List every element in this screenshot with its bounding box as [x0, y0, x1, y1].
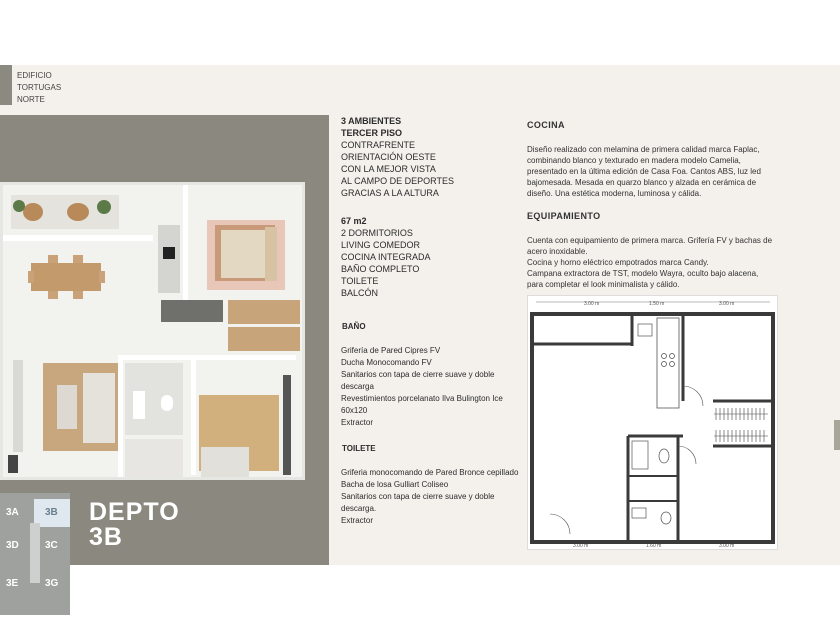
- equipamiento-title: EQUIPAMIENTO: [527, 211, 601, 221]
- summary-line: BAÑO COMPLETO: [341, 264, 420, 274]
- toilete-line: Sanitarios con tapa de cierre suave y doble: [341, 492, 495, 501]
- bano-line: Grifería de Pared Cipres FV: [341, 346, 441, 355]
- toilete-line: descarga.: [341, 504, 377, 513]
- unit-title: [89, 500, 180, 550]
- summary-line: CON LA MEJOR VISTA: [341, 164, 436, 174]
- summary-line: AL CAMPO DE DEPORTES: [341, 176, 455, 186]
- unit-key-plan: [0, 493, 70, 615]
- toilete-line: Bacha de losa Gulliart Coliseo: [341, 480, 449, 489]
- summary-line: GRACIAS A LA ALTURA: [341, 188, 439, 198]
- bano-line: 60x120: [341, 406, 368, 415]
- summary-line: COCINA INTEGRADA: [341, 252, 431, 262]
- left-panel: [0, 115, 329, 589]
- page-side-tab: [834, 420, 840, 450]
- summary-line: BALCÓN: [341, 288, 379, 298]
- summary-line: TOILETE: [341, 276, 379, 286]
- dimension-label: 3.00 m: [719, 543, 735, 549]
- unit-area: 67 m2: [341, 216, 367, 226]
- unit-key-label: 3E: [6, 578, 19, 589]
- summary-line: 3 AMBIENTES: [341, 116, 402, 126]
- summary-line: CONTRAFRENTE: [341, 140, 415, 150]
- equipamiento-line: Cocina y horno eléctrico empotrados marca Candy.: [527, 258, 709, 267]
- unit-key-label: 3G: [45, 578, 59, 589]
- unit-key-label: 3C: [45, 540, 58, 551]
- technical-floor-plan: [527, 295, 778, 550]
- floor-plan-render: [0, 182, 305, 480]
- toilete-title: TOILETE: [342, 444, 376, 453]
- unit-title-line: DEPTO: [89, 498, 180, 526]
- header-accent-bar: [0, 65, 12, 105]
- bano-line: Sanitarios con tapa de cierre suave y doble: [341, 370, 495, 379]
- dimension-label: 1.50 m: [649, 301, 665, 307]
- dimension-label: 1.60 m: [646, 543, 662, 549]
- building-line: EDIFICIO: [17, 71, 52, 80]
- toilete-line: Extractor: [341, 516, 374, 525]
- unit-key-label: 3B: [45, 507, 58, 518]
- dimension-label: 3.00 m: [573, 543, 589, 549]
- bano-line: Ducha Monocomando FV: [341, 358, 432, 367]
- cocina-title: COCINA: [527, 120, 565, 130]
- dimension-label: 3.00 m: [719, 301, 735, 307]
- unit-key-label: 3A: [6, 507, 19, 518]
- unit-summary: [341, 115, 521, 527]
- unit-key-label: 3D: [6, 540, 19, 551]
- brochure-page: [0, 65, 840, 589]
- bano-line: descarga: [341, 382, 374, 391]
- summary-line: LIVING COMEDOR: [341, 240, 421, 250]
- cocina-text: Diseño realizado con melamina de primera calidad marca Faplac, combinando blanco y texturado en madera modelo Camelia, presentado en la última edición de Casa Foa. Cantos ABS, luz led bajomesada. Mesada en quarzo blanco y alzada en cerámica de diseño. Una estética moderna, luminosa y cálida.: [527, 145, 761, 198]
- bano-line: Revestimientos porcelanato Ilva Bulington Ice: [341, 394, 503, 403]
- building-line: NORTE: [17, 95, 45, 104]
- unit-title-line: 3B: [89, 523, 123, 551]
- summary-line: 2 DORMITORIOS: [341, 228, 413, 238]
- summary-line: ORIENTACIÓN OESTE: [341, 152, 436, 162]
- summary-line: TERCER PISO: [341, 128, 403, 138]
- technical-plan-drawing: [528, 296, 777, 549]
- toilete-line: Griferia monocomando de Pared Bronce cepillado: [341, 468, 519, 477]
- building-name: [17, 70, 61, 106]
- bano-title: BAÑO: [342, 322, 366, 331]
- bano-line: Extractor: [341, 418, 374, 427]
- dimension-label: 3.00 m: [584, 301, 600, 307]
- equipamiento-line: Campana extractora de TST, modelo Wayra, oculto bajo alacena, para completar el look minimalista y cálido.: [527, 269, 759, 289]
- equipamiento-line: Cuenta con equipamiento de primera marca. Grifería FV y bachas de acero inoxidable.: [527, 236, 773, 256]
- building-line: TORTUGAS: [17, 83, 62, 92]
- specs-column: [527, 120, 772, 290]
